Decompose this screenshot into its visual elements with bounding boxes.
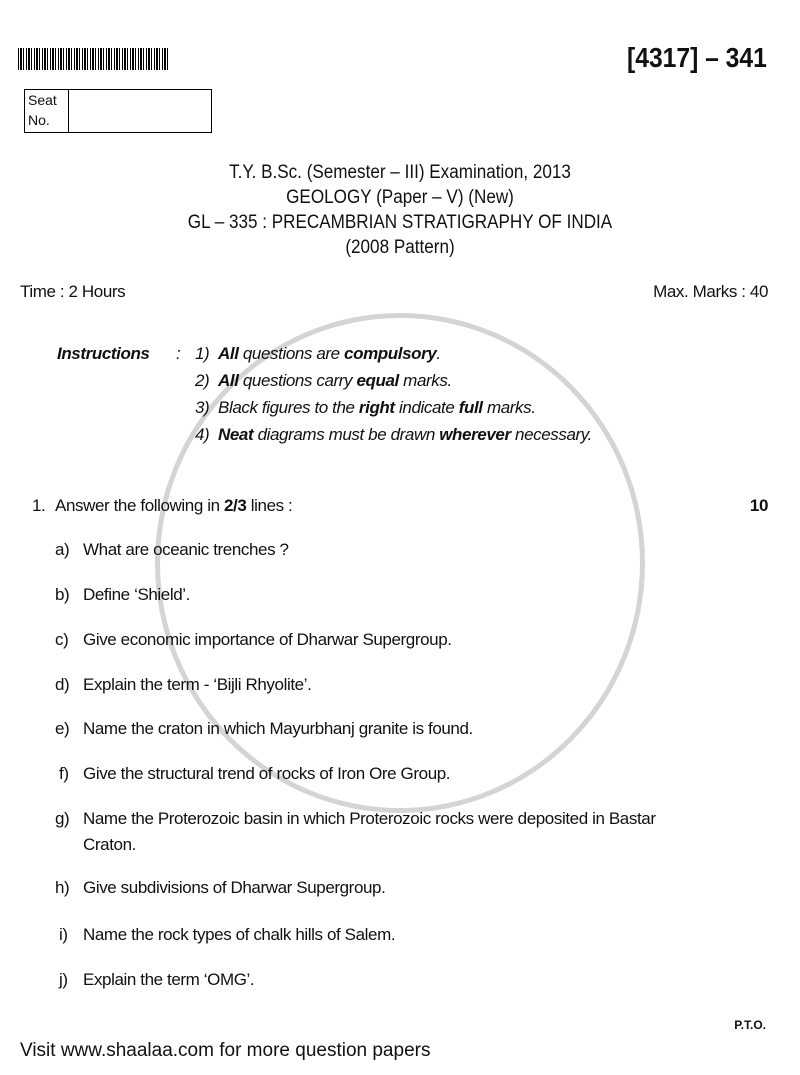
question-item-text: Define ‘Shield’. [83,585,190,604]
instruction-text: marks. [482,398,536,417]
question-item-letter: h) [55,878,70,897]
instruction-number: 3) [195,398,210,417]
instruction-number: 2) [195,371,210,390]
instruction-item [218,398,536,418]
question-item-letter: c) [55,630,69,649]
q1-text-bold: 2/3 [224,496,247,515]
question-item-letter: e) [55,719,70,738]
instruction-text: necessary. [510,425,592,444]
time-label: Time : 2 Hours [20,282,126,301]
instruction-text: questions carry [238,371,357,390]
question-item-text: Name the rock types of chalk hills of Salem. [83,925,396,944]
instruction-text: marks. [398,371,452,390]
instructions-colon: : [176,344,181,363]
instruction-text: diagrams must be drawn [253,425,440,444]
exam-title: T.Y. B.Sc. (Semester – III) Examination, 2013 [229,162,571,183]
question-item-text: Name the craton in which Mayurbhanj granite is found. [83,719,473,738]
barcode [18,48,170,70]
instruction-number: 1) [195,344,210,363]
instruction-item [218,344,441,364]
question-item-text: Give subdivisions of Dharwar Supergroup. [83,878,386,897]
question-item-text: Explain the term ‘OMG’. [83,970,255,989]
question-1-marks: 10 [749,496,768,515]
question-item-text: Name the Proterozoic basin in which Proterozoic rocks were deposited in Bastar [83,809,656,828]
question-1-text [55,496,292,516]
q1-text-after: lines : [246,496,293,515]
paper-title: GL – 335 : PRECAMBRIAN STRATIGRAPHY OF INDIA [187,212,613,233]
instruction-emphasis: wherever [439,425,511,444]
instruction-emphasis: All [218,344,239,363]
question-item-text-continued: Craton. [83,835,136,854]
question-item-letter: b) [55,585,70,604]
question-item-letter: f) [59,764,69,783]
instruction-text: questions are [238,344,345,363]
instruction-emphasis: full [458,398,483,417]
instruction-item [218,371,452,391]
instruction-text: Black figures to the [218,398,359,417]
q1-text-before: Answer the following in [55,496,224,515]
question-item-letter: g) [55,809,70,828]
question-item-text: Give economic importance of Dharwar Supergroup. [83,630,452,649]
seat-label [25,90,69,132]
question-item-letter: a) [55,540,70,559]
instruction-emphasis: All [218,371,239,390]
paper-code: [4317] – 341 [627,42,767,73]
instruction-item [218,425,592,445]
question-item-letter: d) [55,675,70,694]
instruction-text: indicate [394,398,459,417]
instruction-number: 4) [195,425,210,444]
instructions-label: Instructions [57,344,150,363]
question-item-letter: i) [59,925,68,944]
instruction-text: . [436,344,441,363]
question-1-number: 1. [32,496,46,515]
question-item-text: Give the structural trend of rocks of Iron Ore Group. [83,764,451,783]
seat-label-line2: No. [28,112,50,128]
instruction-emphasis: Neat [218,425,254,444]
footer-link[interactable]: Visit www.shaalaa.com for more question papers [20,1040,431,1061]
question-item-text: What are oceanic trenches ? [83,540,289,559]
instruction-emphasis: right [358,398,395,417]
subject-title: GEOLOGY (Paper – V) (New) [286,187,514,208]
seat-label-line1: Seat [28,92,57,108]
instruction-emphasis: equal [356,371,399,390]
question-item-letter: j) [59,970,68,989]
seat-number-box[interactable] [24,89,212,133]
max-marks-label: Max. Marks : 40 [653,282,768,301]
question-item-text: Explain the term - ‘Bijli Rhyolite’. [83,675,312,694]
instruction-emphasis: compulsory [344,344,437,363]
pto-label: P.T.O. [734,1018,766,1032]
pattern-title: (2008 Pattern) [345,237,455,258]
